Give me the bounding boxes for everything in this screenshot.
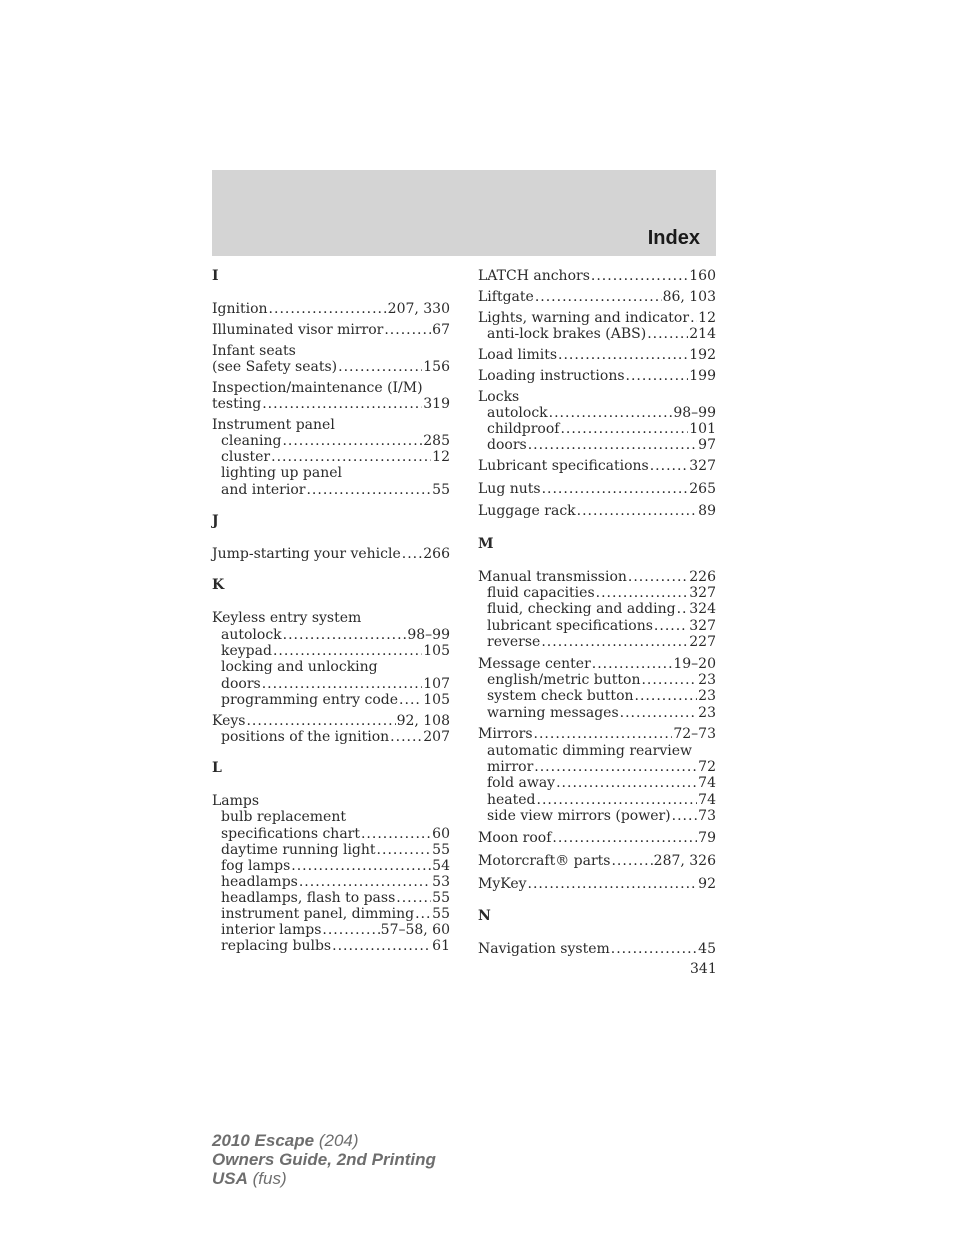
entry-page-ref: 23: [698, 672, 716, 688]
index-entry: [212, 301, 450, 317]
dot-leader: [528, 876, 698, 892]
dot-leader: [541, 634, 688, 650]
dot-leader: [654, 618, 688, 634]
dot-leader: [537, 792, 698, 808]
dot-leader: [596, 585, 689, 601]
entry-term: headlamps, flash to pass: [221, 890, 396, 906]
footer-model: 2010 Escape: [212, 1131, 315, 1150]
entry-page-ref: 92: [698, 876, 716, 892]
dot-leader: [399, 692, 422, 708]
index-entry: [478, 503, 716, 519]
dot-leader: [535, 289, 662, 305]
dot-leader: [556, 775, 697, 791]
dot-leader: [246, 713, 395, 729]
entry-term: daytime running light: [221, 842, 376, 858]
entry-page-ref: 53: [432, 874, 450, 890]
entry-term: Lubricant specifications: [478, 458, 649, 474]
index-subentry: [478, 601, 716, 617]
index-entry: [478, 368, 716, 384]
entry-term: childproof: [487, 421, 560, 437]
dot-leader: [549, 405, 673, 421]
entry-term: testing: [212, 396, 262, 412]
entry-term: warning messages: [487, 705, 619, 721]
dot-leader: [361, 826, 431, 842]
dot-leader: [690, 310, 697, 326]
entry-term: programming entry code: [221, 692, 399, 708]
entry-page-ref: 101: [689, 421, 716, 437]
index-subentry: [212, 643, 450, 659]
index-right-column: [478, 268, 716, 957]
dot-leader: [542, 481, 689, 497]
entry-page-ref: 285: [423, 433, 450, 449]
entry-page-ref: 192: [689, 347, 716, 363]
entry-term: specifications chart: [221, 826, 360, 842]
index-subentry: [212, 890, 450, 906]
entry-page-ref: 72–73: [673, 726, 716, 742]
footer-guide: Owners Guide, 2nd Printing: [212, 1150, 436, 1169]
index-subentry: [478, 759, 716, 775]
index-subentry: [478, 421, 716, 437]
index-subentry: [212, 922, 450, 938]
entry-term: system check button: [487, 688, 634, 704]
entry-term: Loading instructions: [478, 368, 625, 384]
entry-term: anti-lock brakes (ABS): [487, 326, 647, 342]
entry-page-ref: 74: [698, 775, 716, 791]
index-subentry: [478, 405, 716, 421]
index-subentry: [212, 826, 450, 842]
entry-page-ref: 55: [432, 482, 450, 498]
dot-leader: [558, 347, 688, 363]
entry-term: fold away: [487, 775, 556, 791]
index-entry: [478, 876, 716, 892]
entry-page-ref: 23: [698, 705, 716, 721]
entry-term: doors: [487, 437, 527, 453]
entry-page-ref: 12: [698, 310, 716, 326]
page-number: 341: [690, 961, 717, 977]
entry-term: fluid, checking and adding: [487, 601, 676, 617]
dot-leader: [322, 922, 379, 938]
dot-leader: [611, 853, 652, 869]
index-subentry: [478, 672, 716, 688]
entry-term: Navigation system: [478, 941, 610, 957]
index-subentry: [478, 326, 716, 342]
entry-page-ref: 98–99: [673, 405, 716, 421]
index-subentry: [212, 938, 450, 954]
entry-page-ref: 107: [423, 676, 450, 692]
index-entry: [478, 726, 716, 742]
dot-leader: [635, 688, 698, 704]
index-subentry-heading: bulb replacement: [221, 809, 346, 825]
dot-leader: [415, 906, 431, 922]
footer-region-code: (fus): [252, 1169, 287, 1188]
footer-line-model: [212, 1131, 436, 1150]
entry-page-ref: 12: [432, 449, 450, 465]
index-left-column: [212, 268, 450, 954]
entry-page-ref: 324: [689, 601, 716, 617]
index-subentry: [212, 692, 450, 708]
entry-page-ref: 86, 103: [662, 289, 716, 305]
index-entry: [478, 941, 716, 957]
dot-leader: [338, 359, 422, 375]
index-section-letter: I: [212, 268, 219, 284]
entry-term: autolock: [487, 405, 548, 421]
entry-term: autolock: [221, 627, 282, 643]
index-subentry: [212, 627, 450, 643]
entry-term: mirror: [487, 759, 534, 775]
dot-leader: [271, 449, 431, 465]
index-subentry: [478, 705, 716, 721]
entry-page-ref: 60: [432, 826, 450, 842]
entry-term: Illuminated visor mirror: [212, 322, 384, 338]
entry-page-ref: 156: [423, 359, 450, 375]
entry-page-ref: 227: [689, 634, 716, 650]
entry-page-ref: 207, 330: [387, 301, 450, 317]
entry-term: Moon roof: [478, 830, 552, 846]
dot-leader: [283, 627, 407, 643]
entry-page-ref: 55: [432, 906, 450, 922]
index-subentry: [212, 729, 450, 745]
entry-page-ref: 327: [689, 585, 716, 601]
entry-page-ref: 72: [698, 759, 716, 775]
dot-leader: [402, 546, 422, 562]
index-subentry: [478, 437, 716, 453]
dot-leader: [591, 268, 688, 284]
entry-page-ref: 54: [432, 858, 450, 874]
footer-model-code: (204): [318, 1131, 359, 1150]
entry-page-ref: 199: [689, 368, 716, 384]
footer: [212, 1131, 436, 1188]
dot-leader: [528, 437, 697, 453]
entry-term: Load limits: [478, 347, 558, 363]
entry-term: headlamps: [221, 874, 298, 890]
index-entry: [212, 546, 450, 562]
index-entry: [212, 713, 450, 729]
entry-term: Keys: [212, 713, 246, 729]
entry-page-ref: 327: [689, 458, 716, 474]
entry-page-ref: 55: [432, 890, 450, 906]
index-subentry: [212, 482, 450, 498]
entry-term: keypad: [221, 643, 272, 659]
index-entry: [478, 289, 716, 305]
entry-page-ref: 45: [698, 941, 716, 957]
dot-leader: [534, 759, 697, 775]
index-subentry: [212, 433, 450, 449]
entry-term: reverse: [487, 634, 541, 650]
footer-region: USA: [212, 1169, 248, 1188]
dot-leader: [262, 676, 423, 692]
index-subentry-heading: locking and unlocking: [221, 659, 378, 675]
footer-line-region: [212, 1169, 436, 1188]
index-entry: [478, 830, 716, 846]
index-entry: [212, 396, 450, 412]
entry-page-ref: 214: [689, 326, 716, 342]
entry-page-ref: 265: [689, 481, 716, 497]
entry-term: Liftgate: [478, 289, 534, 305]
dot-leader: [390, 729, 422, 745]
index-entry: [478, 347, 716, 363]
entry-term: Mirrors: [478, 726, 533, 742]
entry-page-ref: 73: [698, 808, 716, 824]
index-subentry-heading: lighting up panel: [221, 465, 342, 481]
index-subentry: [212, 842, 450, 858]
entry-term: MyKey: [478, 876, 527, 892]
entry-term: english/metric button: [487, 672, 641, 688]
page-title: Index: [647, 227, 700, 249]
index-entry: [478, 268, 716, 284]
entry-term: and interior: [221, 482, 306, 498]
index-entry: [478, 481, 716, 497]
entry-term: fog lamps: [221, 858, 291, 874]
index-subentry: [478, 808, 716, 824]
entry-term: lubricant specifications: [487, 618, 653, 634]
dot-leader: [577, 503, 698, 519]
index-subentry: [478, 618, 716, 634]
dot-leader: [560, 421, 688, 437]
entry-page-ref: 67: [432, 322, 450, 338]
index-section-letter: J: [212, 513, 219, 529]
dot-leader: [299, 874, 431, 890]
dot-leader: [592, 656, 673, 672]
dot-leader: [534, 726, 673, 742]
dot-leader: [611, 941, 697, 957]
index-section-letter: M: [478, 536, 494, 552]
entry-page-ref: 327: [689, 618, 716, 634]
entry-page-ref: 23: [698, 688, 716, 704]
entry-page-ref: 319: [423, 396, 450, 412]
entry-term: (see Safety seats): [212, 359, 338, 375]
entry-page-ref: 266: [423, 546, 450, 562]
index-subentry: [478, 585, 716, 601]
entry-page-ref: 98–99: [407, 627, 450, 643]
entry-term: doors: [221, 676, 261, 692]
entry-term: interior lamps: [221, 922, 322, 938]
index-entry: [212, 359, 450, 375]
dot-leader: [262, 396, 422, 412]
entry-page-ref: 57–58, 60: [380, 922, 450, 938]
entry-term: fluid capacities: [487, 585, 595, 601]
entry-term: Message center: [478, 656, 591, 672]
entry-page-ref: 55: [432, 842, 450, 858]
dot-leader: [384, 322, 431, 338]
entry-page-ref: 97: [698, 437, 716, 453]
dot-leader: [332, 938, 431, 954]
entry-term: instrument panel, dimming: [221, 906, 415, 922]
index-entry: [478, 458, 716, 474]
index-subentry: [212, 449, 450, 465]
index-entry: [478, 569, 716, 585]
dot-leader: [396, 890, 431, 906]
entry-term: Manual transmission: [478, 569, 627, 585]
dot-leader: [650, 458, 689, 474]
index-entry-heading: Instrument panel: [212, 417, 335, 433]
entry-term: Lights, warning and indicator: [478, 310, 690, 326]
entry-term: Lug nuts: [478, 481, 541, 497]
dot-leader: [626, 368, 689, 384]
entry-page-ref: 226: [689, 569, 716, 585]
entry-term: cluster: [221, 449, 271, 465]
index-subentry: [212, 906, 450, 922]
index-section-letter: L: [212, 760, 222, 776]
entry-term: LATCH anchors: [478, 268, 590, 284]
index-section-letter: K: [212, 577, 225, 593]
index-subentry: [478, 634, 716, 650]
dot-leader: [677, 601, 689, 617]
index-subentry: [478, 775, 716, 791]
index-entry-heading: Locks: [478, 389, 520, 405]
dot-leader: [269, 301, 387, 317]
dot-leader: [273, 643, 422, 659]
entry-term: Ignition: [212, 301, 268, 317]
entry-page-ref: 61: [432, 938, 450, 954]
dot-leader: [291, 858, 431, 874]
index-header-band: [212, 170, 716, 256]
index-subentry: [478, 688, 716, 704]
index-entry-heading: Lamps: [212, 793, 260, 809]
entry-term: cleaning: [221, 433, 282, 449]
entry-term: heated: [487, 792, 536, 808]
index-entry: [478, 656, 716, 672]
index-section-letter: N: [478, 908, 491, 924]
index-subentry: [212, 858, 450, 874]
index-entry: [212, 322, 450, 338]
index-subentry: [212, 874, 450, 890]
entry-page-ref: 79: [698, 830, 716, 846]
index-entry: [478, 853, 716, 869]
entry-page-ref: 207: [423, 729, 450, 745]
index-entry-heading: Inspection/maintenance (I/M): [212, 380, 423, 396]
entry-page-ref: 19–20: [673, 656, 716, 672]
dot-leader: [647, 326, 688, 342]
index-subentry: [212, 676, 450, 692]
entry-page-ref: 105: [423, 692, 450, 708]
dot-leader: [628, 569, 688, 585]
entry-page-ref: 74: [698, 792, 716, 808]
entry-page-ref: 287, 326: [653, 853, 716, 869]
entry-term: Motorcraft® parts: [478, 853, 611, 869]
entry-page-ref: 160: [689, 268, 716, 284]
entry-term: Jump-starting your vehicle: [212, 546, 401, 562]
index-subentry: [478, 792, 716, 808]
index-entry: [478, 310, 716, 326]
index-entry-heading: Infant seats: [212, 343, 296, 359]
entry-term: positions of the ignition: [221, 729, 390, 745]
dot-leader: [641, 672, 697, 688]
entry-page-ref: 105: [423, 643, 450, 659]
dot-leader: [282, 433, 422, 449]
dot-leader: [377, 842, 432, 858]
dot-leader: [620, 705, 698, 721]
index-subentry-heading: automatic dimming rearview: [487, 743, 693, 759]
entry-term: replacing bulbs: [221, 938, 332, 954]
entry-page-ref: 92, 108: [396, 713, 450, 729]
entry-term: Luggage rack: [478, 503, 576, 519]
dot-leader: [672, 808, 698, 824]
entry-term: side view mirrors (power): [487, 808, 671, 824]
dot-leader: [552, 830, 697, 846]
entry-page-ref: 89: [698, 503, 716, 519]
dot-leader: [306, 482, 431, 498]
index-entry-heading: Keyless entry system: [212, 610, 362, 626]
